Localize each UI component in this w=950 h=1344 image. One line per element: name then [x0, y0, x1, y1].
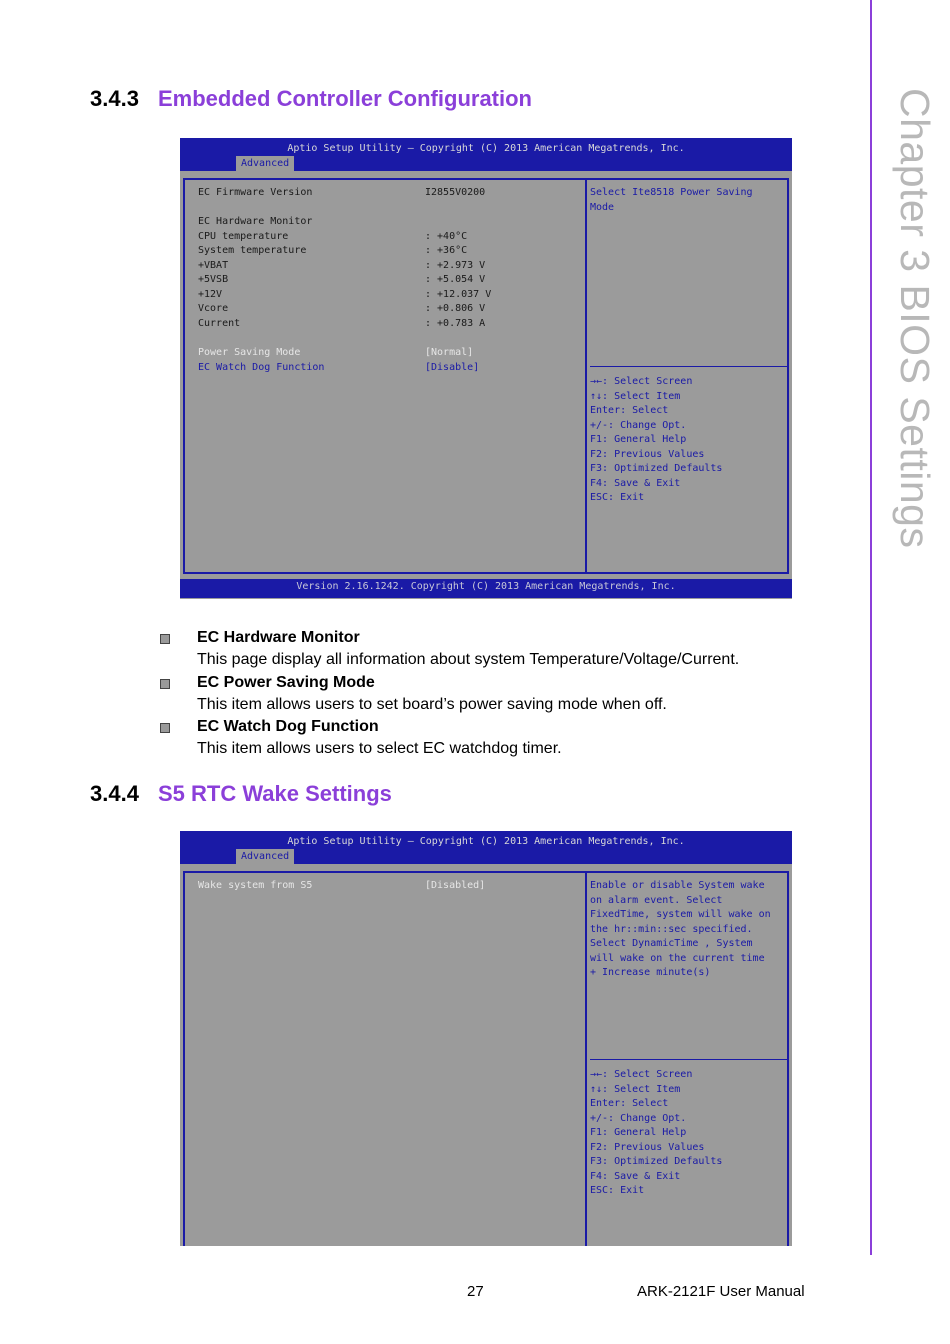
key-help-select-screen: →←: Select Screen: [590, 376, 693, 387]
bullet-square-icon: [160, 723, 170, 733]
key-help-enter: Enter: Select: [590, 1098, 669, 1109]
setting-label: +12V: [198, 288, 223, 300]
key-help-esc: ESC: Exit: [590, 1185, 645, 1196]
setting-value: : +0.783 A: [425, 317, 486, 329]
setting-label: CPU temperature: [198, 230, 289, 242]
bios-help-divider: [590, 366, 787, 367]
power-saving-mode-value[interactable]: [Normal]: [425, 347, 474, 358]
wake-system-from-s5-value[interactable]: [Disabled]: [425, 880, 486, 891]
bios-footer-bar: [180, 579, 792, 598]
key-help-f4: F4: Save & Exit: [590, 477, 681, 489]
section-number: 3.4.3: [90, 86, 139, 111]
setting-label: System temperature: [198, 245, 307, 256]
key-help-enter: Enter: Select: [590, 405, 669, 416]
help-text-line: Mode: [590, 201, 615, 213]
setting-value: : +2.973 V: [425, 259, 486, 271]
section-number: 3.4.4: [90, 781, 139, 806]
bullet-square-icon: [160, 634, 170, 644]
power-saving-mode-item[interactable]: Power Saving Mode: [198, 347, 301, 358]
wake-system-from-s5-item[interactable]: Wake system from S5: [198, 880, 313, 891]
setting-value: : +12.037 V: [425, 288, 492, 300]
setting-value: : +5.054 V: [425, 274, 486, 285]
tab-advanced[interactable]: Advanced: [236, 156, 294, 171]
page-number: 27: [467, 1283, 484, 1300]
setting-label: +VBAT: [198, 259, 229, 271]
setting-value: I2855V0200: [425, 187, 486, 198]
setting-label: Current: [198, 317, 241, 329]
setting-label: +5VSB: [198, 274, 229, 285]
manual-title: ARK-2121F User Manual: [637, 1283, 805, 1300]
section-title: S5 RTC Wake Settings: [158, 781, 392, 806]
bios-column-divider: [585, 871, 587, 1246]
section-heading-3-4-3: [90, 86, 532, 112]
ec-watch-dog-value[interactable]: [Disable]: [425, 361, 480, 373]
key-help-change-opt: +/-: Change Opt.: [590, 419, 687, 431]
bios-help-divider: [590, 1059, 787, 1060]
bullet-heading: EC Watch Dog Function: [197, 718, 379, 735]
bios-version: Version 2.16.1242. Copyright (C) 2013 American Megatrends, Inc.: [296, 581, 676, 592]
bullet-heading: EC Power Saving Mode: [197, 674, 375, 691]
key-help-f1: F1: General Help: [590, 1127, 687, 1138]
key-help-select-item: ↑↓: Select Item: [590, 390, 681, 402]
key-help-f3: F3: Optimized Defaults: [590, 463, 723, 474]
help-text-line: will wake on the current time: [590, 952, 765, 964]
key-help-f4: F4: Save & Exit: [590, 1170, 681, 1182]
key-help-f2: F2: Previous Values: [590, 1141, 705, 1153]
setting-label: EC Hardware Monitor: [198, 216, 313, 227]
bios-column-divider: [585, 178, 587, 574]
setting-value: : +0.806 V: [425, 303, 486, 314]
key-help-f2: F2: Previous Values: [590, 448, 705, 460]
help-text-line: on alarm event. Select: [590, 894, 723, 906]
setting-value: : +40°C: [425, 230, 468, 242]
bios-title: Aptio Setup Utility – Copyright (C) 2013 American Megatrends, Inc.: [287, 143, 685, 154]
help-text-line: Select DynamicTime , System: [590, 938, 753, 949]
help-text-line: the hr::min::sec specified.: [590, 923, 753, 935]
bios-screen-s5-rtc-wake: [180, 831, 792, 1246]
tab-advanced[interactable]: Advanced: [236, 849, 294, 864]
section-heading-3-4-4: [90, 781, 392, 807]
help-text-line: + Increase minute(s): [590, 967, 711, 978]
bullet-description: This page display all information about system Temperature/Voltage/Current.: [197, 651, 740, 668]
key-help-select-item: ↑↓: Select Item: [590, 1083, 681, 1095]
key-help-f1: F1: General Help: [590, 434, 687, 445]
setting-value: : +36°C: [425, 245, 468, 256]
help-text-line: FixedTime, system will wake on: [590, 909, 771, 920]
key-help-select-screen: →←: Select Screen: [590, 1069, 693, 1080]
setting-label: EC Firmware Version: [198, 187, 313, 198]
bullet-description: This item allows users to select EC watchdog timer.: [197, 740, 562, 757]
bios-title-bar: [180, 138, 792, 171]
help-text-line: Select Ite8518 Power Saving: [590, 187, 753, 198]
bios-screen-ec-config: [180, 138, 792, 599]
bios-title: Aptio Setup Utility – Copyright (C) 2013 American Megatrends, Inc.: [287, 836, 685, 847]
ec-watch-dog-item[interactable]: EC Watch Dog Function: [198, 361, 325, 373]
key-help-f3: F3: Optimized Defaults: [590, 1156, 723, 1167]
section-title: Embedded Controller Configuration: [158, 86, 532, 111]
bios-title-bar: [180, 831, 792, 864]
key-help-esc: ESC: Exit: [590, 492, 645, 503]
bullet-square-icon: [160, 679, 170, 689]
chapter-side-tab: [882, 88, 944, 549]
chapter-label: Chapter 3 BIOS Settings: [892, 88, 938, 549]
bullet-heading: EC Hardware Monitor: [197, 629, 360, 646]
help-text-line: Enable or disable System wake: [590, 880, 765, 891]
key-help-change-opt: +/-: Change Opt.: [590, 1112, 687, 1124]
setting-label: Vcore: [198, 303, 229, 314]
chapter-side-rule: [870, 0, 872, 1255]
bullet-description: This item allows users to set board’s power saving mode when off.: [197, 696, 667, 713]
